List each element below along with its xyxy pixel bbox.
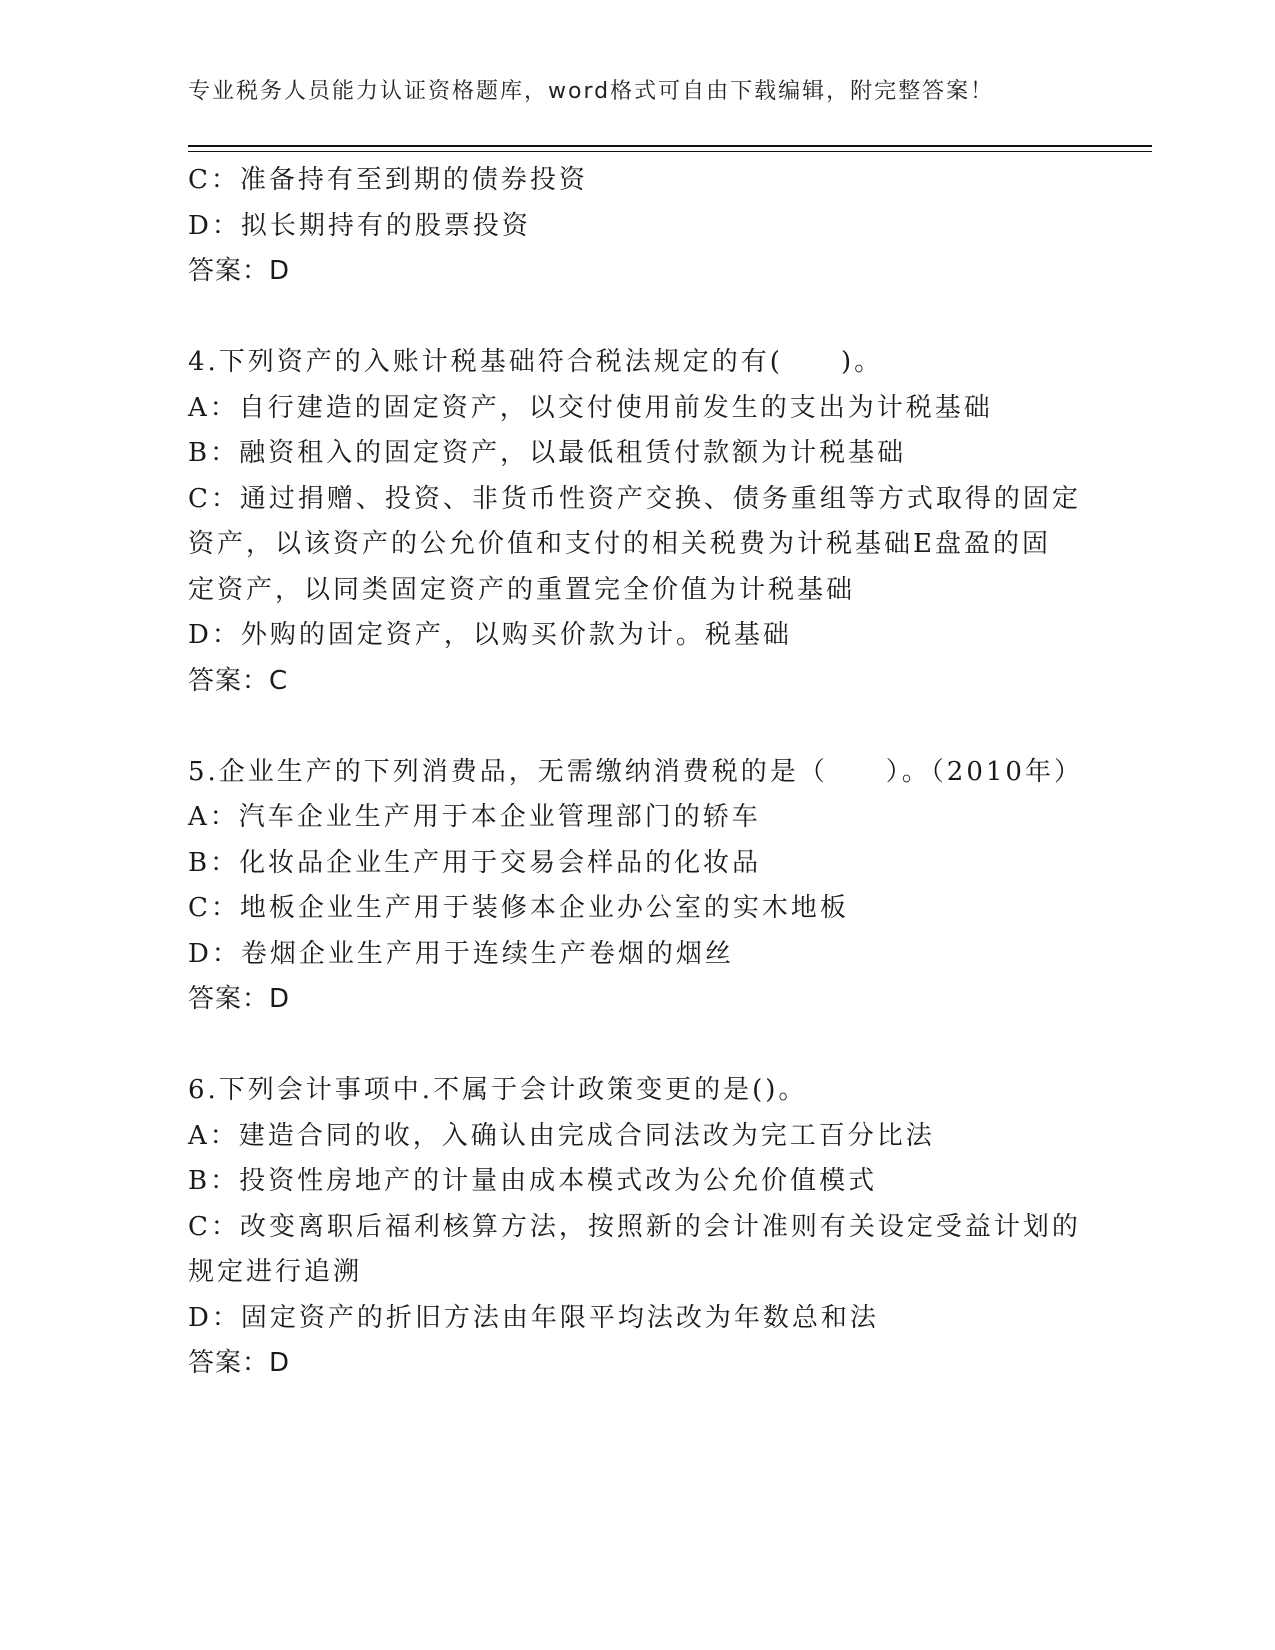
- q5-option-d: D：卷烟企业生产用于连续生产卷烟的烟丝: [188, 938, 734, 969]
- q4-option-b: B：融资租入的固定资产，以最低租赁付款额为计税基础: [188, 438, 907, 468]
- q6-option-a: A：建造合同的收，入确认由完成合同法改为完工百分比法: [188, 1120, 935, 1151]
- q6-option-c-line2: 规定进行追溯: [188, 1257, 363, 1287]
- q4-option-c-line2: 资产，以该资产的公允价值和支付的相关税费为计税基础E盘盈的固: [188, 529, 1051, 559]
- q5-answer: 答案：D: [188, 984, 291, 1014]
- q4-option-d: D：外购的固定资产，以购买价款为计。税基础: [188, 620, 792, 650]
- q4-option-c-line3: 定资产，以同类固定资产的重置完全价值为计税基础: [188, 574, 856, 605]
- q6-option-d: D：固定资产的折旧方法由年限平均法改为年数总和法: [188, 1302, 879, 1333]
- spacer: [188, 704, 1088, 750]
- q5-option-b: B：化妆品企业生产用于交易会样品的化妆品: [188, 847, 762, 878]
- q4-answer: 答案：C: [188, 665, 289, 696]
- q4-option-c-line1: C：通过捐赠、投资、非货币性资产交换、债务重组等方式取得的固定: [188, 483, 1081, 514]
- q3-option-c: C：准备持有至到期的债券投资: [188, 165, 588, 195]
- header-divider: [188, 145, 1152, 152]
- q3-answer: 答案：D: [188, 256, 291, 286]
- q6-answer: 答案：D: [188, 1348, 291, 1378]
- q5-option-c: C：地板企业生产用于装修本企业办公室的实木地板: [188, 893, 849, 923]
- page-header: 专业税务人员能力认证资格题库，word格式可自由下载编辑，附完整答案！: [188, 79, 995, 104]
- spacer: [188, 295, 1088, 341]
- spacer: [188, 1023, 1088, 1069]
- q6-option-b: B：投资性房地产的计量由成本模式改为公允价值模式: [188, 1166, 878, 1196]
- q6-question: 6.下列会计事项中.不属于会计政策变更的是()。: [188, 1075, 808, 1105]
- q5-question: 5.企业生产的下列消费品，无需缴纳消费税的是（ ）。（2010年）: [188, 756, 1083, 787]
- q3-option-d: D：拟长期持有的股票投资: [188, 210, 531, 241]
- q6-option-c-line1: C：改变离职后福利核算方法，按照新的会计准则有关设定受益计划的: [188, 1211, 1081, 1242]
- q4-option-a: A：自行建造的固定资产，以交付使用前发生的支出为计税基础: [188, 392, 993, 423]
- question-content: [188, 158, 1088, 1387]
- q4-question: 4.下列资产的入账计税基础符合税法规定的有( )。: [188, 347, 884, 377]
- q5-option-a: A：汽车企业生产用于本企业管理部门的轿车: [188, 802, 761, 832]
